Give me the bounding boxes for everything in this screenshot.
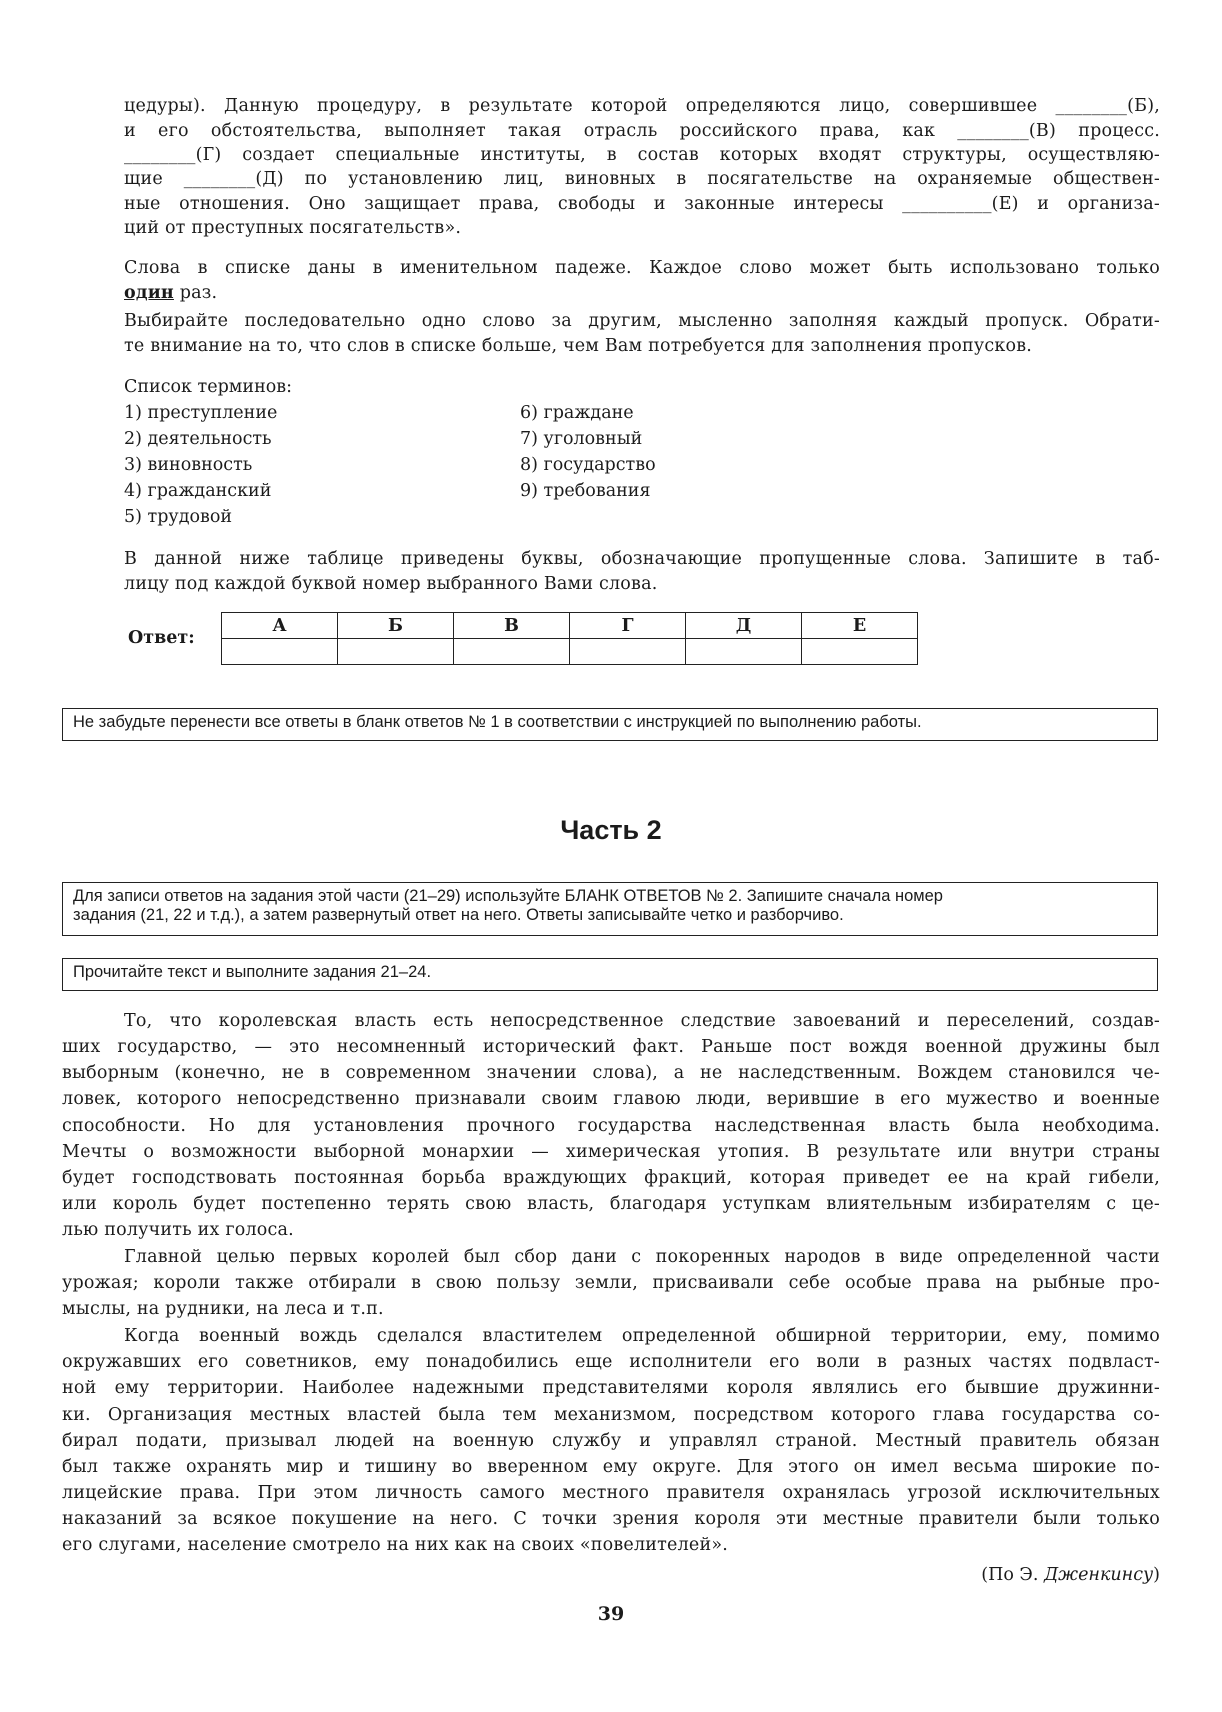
- intro-line: цедуры). Данную процедуру, в результате которой определяются лицо, совершившее ________(Б),: [124, 96, 1160, 116]
- answer-header-row: [222, 613, 918, 639]
- term-item: 6) граждане: [520, 403, 634, 423]
- terms-title: Список терминов:: [124, 377, 293, 397]
- intro-line: щие ________(Д) по установлению лиц, виновных в посягательстве на охраняемые обществен-: [124, 169, 1160, 189]
- read-task-text: Прочитайте текст и выполните задания 21–24.: [73, 963, 432, 981]
- text-line: был также охранять мир и тишину во вверенном ему округе. Для этого он имел весьма широкие по-: [62, 1457, 1160, 1477]
- term-item: 1) преступление: [124, 403, 278, 423]
- answer-letter: А: [222, 613, 338, 639]
- reminder-text: Не забудьте перенести все ответы в бланк ответов № 1 в соответствии с инструкцией по выполнению работы.: [73, 713, 922, 731]
- text-line: выборным (конечно, не в современном значении слова), а не наследственным. Вождем становился че-: [62, 1063, 1160, 1083]
- term-item: 3) виновность: [124, 455, 253, 475]
- answer-cell-b[interactable]: [338, 639, 454, 665]
- answer-letter: Е: [802, 613, 918, 639]
- instruction-line: Выбирайте последовательно одно слово за другим, мысленно заполняя каждый пропуск. Обрати-: [124, 311, 1160, 331]
- text-line: окружавших его советников, ему понадобились еще исполнители его воли в разных частях подвласт-: [62, 1352, 1160, 1372]
- term-item: 8) государство: [520, 455, 656, 475]
- answer-letter: В: [454, 613, 570, 639]
- text-line: ки. Организация местных властей была тем механизмом, посредством которого глава государства со-: [62, 1405, 1160, 1425]
- answer-cell-a[interactable]: [222, 639, 338, 665]
- text-line: ловек, которого непосредственно признавали своим главою люди, верившие в его мужество и военные: [62, 1089, 1160, 1109]
- text-line: наказаний за всякое покушение на него. С точки зрения короля эти местные правители были только: [62, 1509, 1160, 1529]
- answer-letter: Г: [570, 613, 686, 639]
- page-number: 39: [597, 1603, 625, 1625]
- intro-line: ций от преступных посягательств».: [124, 218, 462, 238]
- text-line: Когда военный вождь сделался властителем определенной обширной территории, ему, помимо: [124, 1326, 1160, 1346]
- term-item: 2) деятельность: [124, 429, 272, 449]
- text-line: ной ему территории. Наиболее надежными представителями короля являлись его бывшие дружинни-: [62, 1378, 1160, 1398]
- emphasis-word: один: [124, 283, 174, 303]
- text-line: лицейские права. При этом личность самого местного правителя охранялась угрозой исключительных: [62, 1483, 1160, 1503]
- instruction-line: один раз.: [124, 283, 218, 303]
- text-line: лью получить их голоса.: [62, 1220, 294, 1240]
- answer-table: [221, 612, 918, 665]
- text-line: Главной целью первых королей был сбор дани с покоренных народов в виде определенной части: [124, 1247, 1160, 1267]
- text-line: или король будет постепенно терять свою власть, благодаря уступкам влиятельным избирателям с це-: [62, 1194, 1160, 1214]
- text-line: мыслы, на рудники, на леса и т.п.: [62, 1299, 384, 1319]
- answer-cell-e[interactable]: [802, 639, 918, 665]
- text-line: урожая; короли также отбирали в свою пользу земли, присваивали себе особые права на рыбные про-: [62, 1273, 1160, 1293]
- part2-instruction-line: задания (21, 22 и т.д.), а затем развернутый ответ на него. Ответы записывайте четко и разборчиво.: [73, 906, 844, 924]
- term-item: 5) трудовой: [124, 507, 233, 527]
- table-instruction-line: лицу под каждой буквой номер выбранного Вами слова.: [124, 574, 658, 594]
- read-task-box: [62, 958, 1158, 991]
- answer-cell-d[interactable]: [686, 639, 802, 665]
- instruction-line: те внимание на то, что слов в списке больше, чем Вам потребуется для заполнения пропусков.: [124, 336, 1033, 356]
- term-item: 4) гражданский: [124, 481, 272, 501]
- text-line: его слугами, население смотрело на них как на своих «повелителей».: [62, 1535, 728, 1555]
- term-item: 7) уголовный: [520, 429, 643, 449]
- intro-line: ные отношения. Оно защищает права, свободы и законные интересы __________(Е) и организа-: [124, 194, 1160, 214]
- source-author: Дженкинсу: [1043, 1565, 1154, 1585]
- part2-instruction-box: [62, 882, 1158, 936]
- intro-line: ________(Г) создает специальные институты, в состав которых входят структуры, осуществляю-: [124, 145, 1160, 165]
- answer-cell-v[interactable]: [454, 639, 570, 665]
- page-title: Часть 2: [560, 815, 662, 845]
- instruction-line: Слова в списке даны в именительном падеже. Каждое слово может быть использовано только: [124, 258, 1160, 278]
- intro-line: и его обстоятельства, выполняет такая отрасль российского права, как ________(В) процесс.: [124, 121, 1160, 141]
- source-attribution: (По Э. Дженкинсу): [981, 1565, 1160, 1585]
- text-line: Мечты о возможности выборной монархии — химерическая утопия. В результате или внутри страны: [62, 1142, 1160, 1162]
- term-item: 9) требования: [520, 481, 651, 501]
- reminder-box: [62, 708, 1158, 741]
- answer-label: Ответ:: [128, 628, 195, 648]
- text-line: способности. Но для установления прочного государства наследственная власть была необходима.: [62, 1116, 1160, 1136]
- text-line: ших государство, — это несомненный исторический факт. Раньше пост вождя военной дружины был: [62, 1037, 1160, 1057]
- text-line: То, что королевская власть есть непосредственное следствие завоеваний и переселений, создав-: [124, 1011, 1160, 1031]
- answer-letter: Д: [686, 613, 802, 639]
- text-line: будет господствовать постоянная борьба враждующих фракций, которая приведет ее на край гибели,: [62, 1168, 1160, 1188]
- answer-letter: Б: [338, 613, 454, 639]
- answer-input-row: [222, 639, 918, 665]
- text-line: бирал подати, призывал людей на военную службу и управлял страной. Местный правитель обязан: [62, 1431, 1160, 1451]
- answer-cell-g[interactable]: [570, 639, 686, 665]
- table-instruction-line: В данной ниже таблице приведены буквы, обозначающие пропущенные слова. Запишите в таб-: [124, 549, 1160, 569]
- part2-instruction-line: Для записи ответов на задания этой части (21–29) используйте БЛАНК ОТВЕТОВ № 2. Запишите сначала номер: [73, 887, 943, 905]
